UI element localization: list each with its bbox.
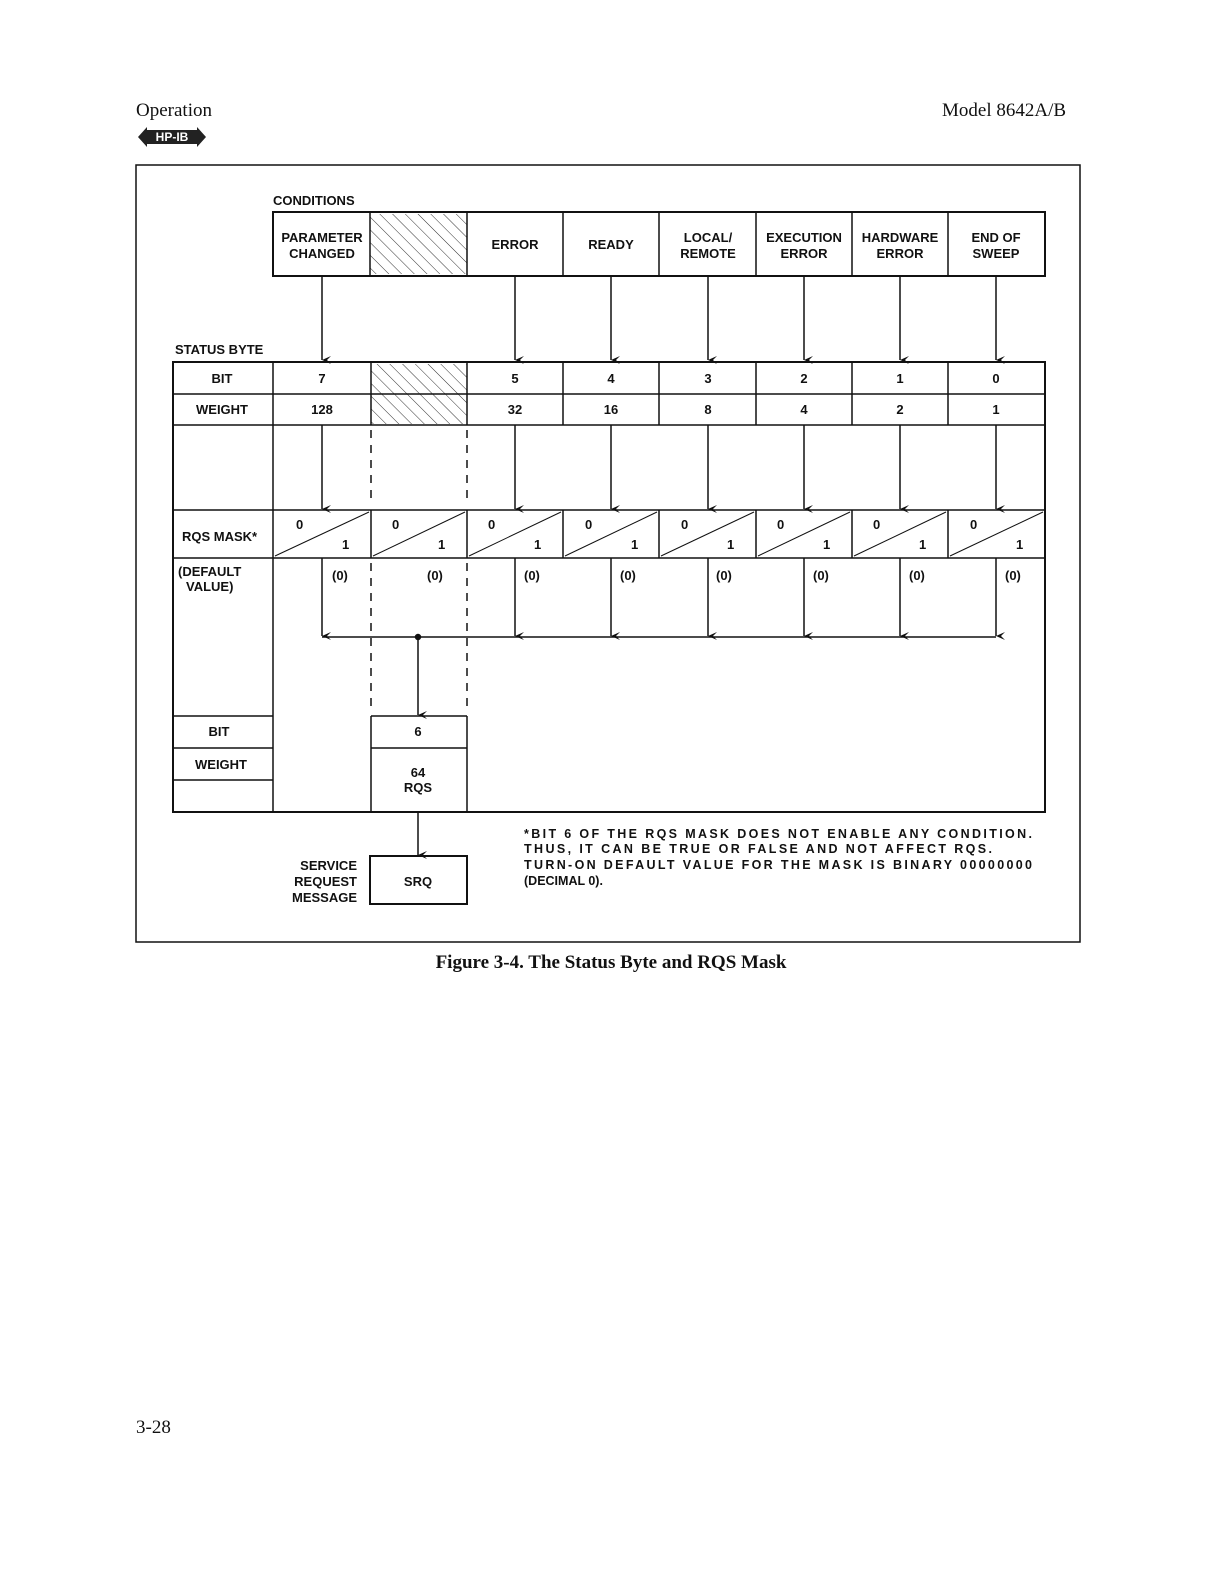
bit-3: 3: [704, 371, 712, 386]
status-byte-box: [173, 362, 1045, 812]
service-request-line-2: REQUEST: [294, 874, 357, 889]
note-line-1: *BIT 6 OF THE RQS MASK DOES NOT ENABLE ANY CONDITION.: [524, 827, 1032, 841]
weight-32: 32: [507, 402, 523, 417]
figure-frame: [136, 165, 1080, 942]
mask-zero-5: 0: [488, 517, 496, 532]
mask-zero-1: 0: [873, 517, 881, 532]
service-request-line-3: MESSAGE: [291, 890, 357, 905]
condition-parameter-changed-1: PARAMETER: [281, 230, 363, 245]
default-value-0: (0): [1005, 568, 1021, 583]
weight-1: 1: [992, 402, 1000, 417]
mask-one-1: 1: [919, 537, 927, 552]
default-label-2: VALUE): [186, 579, 234, 594]
condition-end-of-sweep-2: SWEEP: [972, 246, 1020, 261]
bit-7: 7: [318, 371, 326, 386]
weight-label: WEIGHT: [196, 402, 248, 417]
mask-one-2: 1: [823, 537, 831, 552]
condition-arrows: [322, 276, 996, 360]
section-title: Operation: [136, 100, 212, 121]
rqs-name: RQS: [403, 780, 433, 795]
default-value-2: (0): [813, 568, 829, 583]
mask-one-3: 1: [727, 537, 735, 552]
lower-weight-label: WEIGHT: [195, 757, 247, 772]
weight-16: 16: [603, 402, 619, 417]
conditions-hatched-cell: [370, 214, 467, 274]
default-value-1: (0): [909, 568, 925, 583]
condition-execution-error-2: ERROR: [780, 246, 828, 261]
bit6-dashed-guides: [371, 430, 467, 712]
rqs-bit-6: 6: [414, 724, 422, 739]
condition-error: ERROR: [491, 237, 539, 252]
condition-hardware-error-2: ERROR: [876, 246, 924, 261]
condition-local-remote-1: LOCAL/: [683, 230, 733, 245]
bit-0: 0: [992, 371, 1000, 386]
bit-2: 2: [800, 371, 808, 386]
condition-execution-error-1: EXECUTION: [766, 230, 842, 245]
note-line-3: TURN-ON DEFAULT VALUE FOR THE MASK IS BINARY 00000000: [524, 858, 1032, 872]
rqs-mask-label: RQS MASK*: [182, 529, 258, 544]
default-value-4: (0): [620, 568, 636, 583]
mask-one-0: 1: [1016, 537, 1024, 552]
bit-label: BIT: [211, 371, 233, 386]
mask-one-6: 1: [438, 537, 446, 552]
default-label-1: (DEFAULT: [178, 564, 242, 579]
condition-parameter-changed-2: CHANGED: [289, 246, 355, 261]
condition-hardware-error-1: HARDWARE: [861, 230, 939, 245]
srq-label: SRQ: [403, 874, 433, 889]
weight-8: 8: [704, 402, 712, 417]
mask-zero-3: 0: [681, 517, 689, 532]
weight-128: 128: [311, 402, 333, 417]
mask-zero-7: 0: [296, 517, 304, 532]
mask-zero-2: 0: [777, 517, 785, 532]
mask-zero-0: 0: [970, 517, 978, 532]
mask-one-4: 1: [631, 537, 639, 552]
page-number: 3-28: [136, 1417, 171, 1438]
mask-zero-4: 0: [585, 517, 593, 532]
note-line-2: THUS, IT CAN BE TRUE OR FALSE AND NOT AFFECT RQS.: [524, 842, 992, 856]
default-value-6: (0): [427, 568, 443, 583]
default-value-5: (0): [524, 568, 540, 583]
bit-4: 4: [607, 371, 615, 386]
note-line-4: (DECIMAL 0).: [524, 874, 603, 888]
status-byte-label: STATUS BYTE: [175, 342, 264, 357]
condition-end-of-sweep-1: END OF: [971, 230, 1021, 245]
default-value-7: (0): [332, 568, 348, 583]
condition-local-remote-2: REMOTE: [680, 246, 736, 261]
mask-one-5: 1: [534, 537, 542, 552]
model-label: Model 8642A/B: [942, 100, 1067, 121]
logo-text: HP-IB: [155, 130, 189, 144]
weight-2: 2: [896, 402, 904, 417]
condition-ready: READY: [588, 237, 634, 252]
bit-5: 5: [511, 371, 519, 386]
rqs-weight-64: 64: [410, 765, 426, 780]
status-to-mask-arrows: [322, 425, 996, 509]
mask-one-7: 1: [342, 537, 350, 552]
or-bus: [322, 558, 996, 855]
weight-4: 4: [800, 402, 808, 417]
service-request-line-1: SERVICE: [300, 858, 357, 873]
default-value-3: (0): [716, 568, 732, 583]
figure-caption: Figure 3-4. The Status Byte and RQS Mask: [435, 952, 787, 973]
mask-zero-6: 0: [392, 517, 400, 532]
conditions-title: CONDITIONS: [273, 193, 355, 208]
bit-1: 1: [896, 371, 904, 386]
lower-bit-label: BIT: [208, 724, 230, 739]
